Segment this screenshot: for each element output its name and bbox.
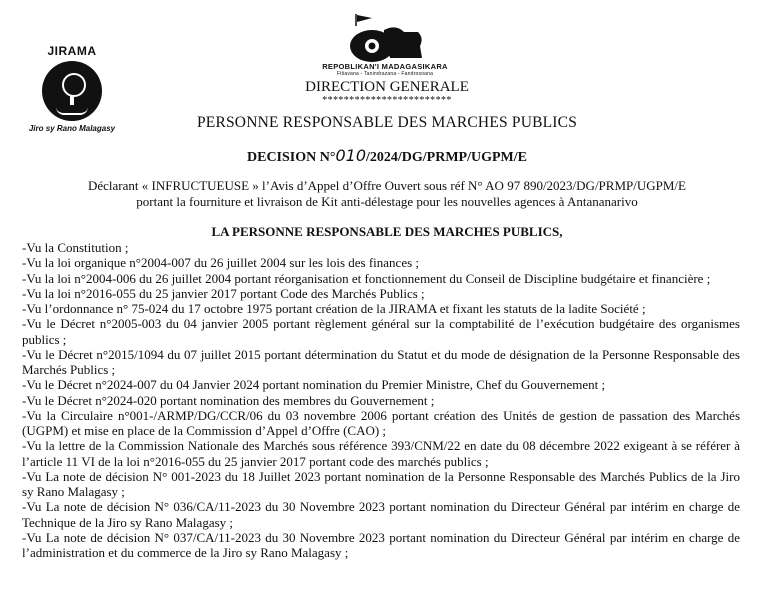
consideration-item: -Vu l’ordonnance n° 75-024 du 17 octobre 1975 portant création de la JIRAMA et fixant les statuts de la ladite Société ; [22,301,646,316]
consideration-item: -Vu le Décret n°2015/1094 du 07 juillet 2015 portant détermination du Statut et du mode de désignation de la Personne Responsable des Marchés Publics ; [22,346,740,377]
consideration-item: -Vu la Circulaire n°001-/ARMP/DG/CCR/06 du 03 novembre 2006 portant création des Unités de gestion de passation des Marchés (UGPM) et mise en place de la Commission d’Appel d’Offre (CAO) ; [22,407,740,438]
prmp-heading: PERSONNE RESPONSABLE DES MARCHES PUBLICS [196,114,578,131]
decision-subject [20,178,754,210]
considerations-list [22,240,740,560]
consideration-item: -Vu le Décret n°2024-007 du 04 Janvier 2024 portant nomination du Premier Ministre, Chef du Gouvernement ; [22,377,606,393]
consideration-item: -Vu la loi n°2004-006 du 26 juillet 2004 portant réorganisation et fonctionnement du Conseil de Discipline budgétaire et financière ; [22,270,711,286]
seal-republic-name: REPOBLIKAN'I MADAGASIKARA [322,62,448,71]
subject-line-2: portant la fourniture et livraison de Kit anti-délestage pour les nouvelles agences à Antananarivo [136,194,638,209]
consideration-item: -Vu la loi n°2016-055 du 25 janvier 2017 portant Code des Marchés Publics ; [22,285,425,301]
seal-motto: Fitiavana - Tanindrazana - Fandrosoana [336,71,434,77]
consideration-item: -Vu la Constitution ; [22,240,129,255]
consideration-item: -Vu La note de décision N° 037/CA/11-2023 du 30 Novembre 2023 portant nomination du Directeur Général par intérim en charge de l’administration et du commerce de la Jiro sy Rano Malagasy ; [22,529,740,560]
decision-suffix: /2024/DG/PRMP/UGPM/E [366,150,527,165]
jirama-logo-tagline: Jiro sy Rano Malagasy [28,124,116,133]
star-separator: ************************ [322,95,452,106]
consideration-item: -Vu La note de décision N° 036/CA/11-2023 du 30 Novembre 2023 portant nomination du Directeur Général par intérim en charge de Technique de la Jiro sy Rano Malagasy ; [22,499,740,530]
decision-reference [0,146,774,166]
decision-prefix: DECISION N° [247,150,336,165]
section-title: LA PERSONNE RESPONSABLE DES MARCHES PUBLICS, [211,224,563,239]
jirama-logo-name: JIRAMA [47,44,97,58]
subject-line-1: Déclarant « INFRUCTUEUSE » l’Avis d’Appel d’Offre Ouvert sous réf N° AO 97 890/2023/DG/PRMP/UGPM/E [88,178,686,193]
direction-title: DIRECTION GENERALE [305,79,469,95]
consideration-item: -Vu La note de décision N° 001-2023 du 18 Juillet 2023 portant nomination de la Personne Responsable des Marchés Publics de la Jiro sy Rano Malagasy ; [22,468,740,499]
consideration-item: -Vu la loi organique n°2004-007 du 26 juillet 2004 sur les lois des finances ; [22,255,420,271]
consideration-item: -Vu la lettre de la Commission Nationale des Marchés sous référence 393/CNM/22 en date du 08 décembre 2022 exigeant à se référer à l’article 11 VI de la loi n°2016-055 du 25 janvier 2017 portant code des marchés publics ; [22,438,740,469]
consideration-item: -Vu le Décret n°2024-020 portant nomination des membres du Gouvernement ; [22,392,435,408]
consideration-item: -Vu le Décret n°2005-003 du 04 janvier 2005 portant règlement général sur la comptabilité de l’exécution budgétaire des organismes publics ; [22,316,740,347]
decision-number: 010 [335,146,366,165]
republic-seal-icon [334,12,434,64]
